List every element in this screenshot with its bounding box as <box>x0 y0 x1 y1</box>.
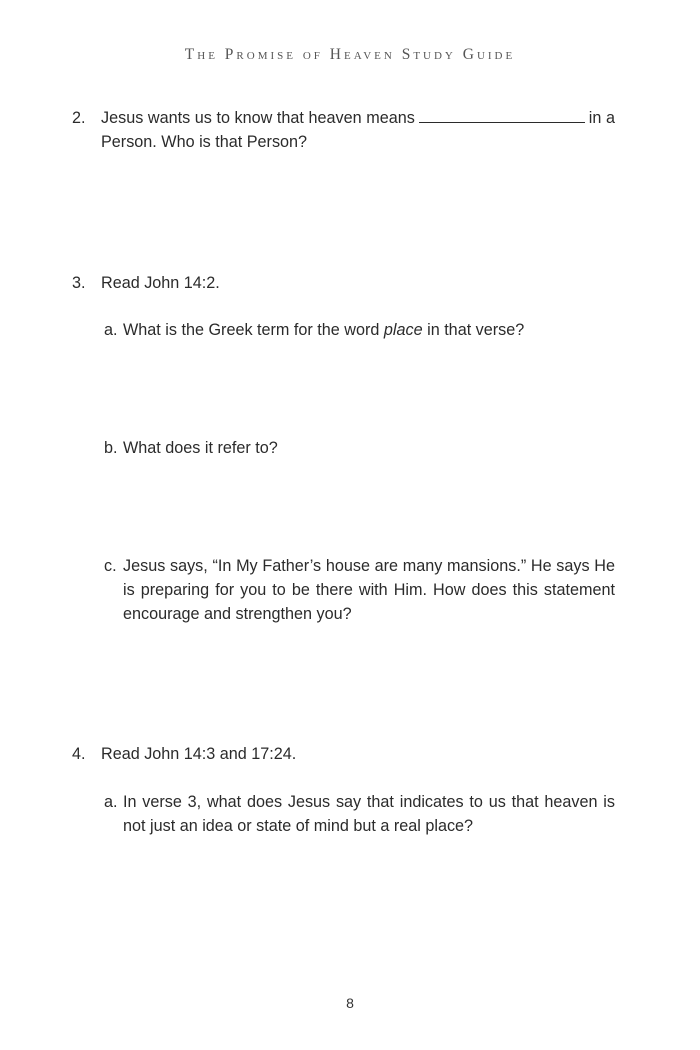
question-2-text <box>101 106 615 154</box>
question-3a-text-before: What is the Greek term for the word <box>123 321 384 339</box>
question-2-text-before-blank: Jesus wants us to know that heaven means <box>101 109 415 127</box>
question-3b-letter: b. <box>104 439 118 457</box>
question-3-text: Read John 14:2. <box>101 274 220 292</box>
question-3-number: 3. <box>72 274 86 292</box>
question-4-text: Read John 14:3 and 17:24. <box>101 745 297 763</box>
question-3c-letter: c. <box>104 557 117 575</box>
question-3a-italic-word: place <box>383 321 423 339</box>
question-3a-text-after: in that verse? <box>422 321 525 339</box>
page-number: 8 <box>346 995 354 1011</box>
question-4a-text: In verse 3, what does Jesus say that indicates to us that heaven is not just an idea or state of mind but a real place? <box>123 793 615 835</box>
question-3a-text <box>123 318 615 342</box>
question-3a-letter: a. <box>104 321 118 339</box>
running-head-title: The Promise of Heaven Study Guide <box>184 46 516 63</box>
question-3b-text: What does it refer to? <box>123 439 278 457</box>
question-4-number: 4. <box>72 745 86 763</box>
question-4a-letter: a. <box>104 793 118 811</box>
question-2-number: 2. <box>72 109 86 127</box>
fill-in-blank-line <box>419 106 585 123</box>
question-3c-text: Jesus says, “In My Father’s house are many mansions.” He says He is preparing for you to be there with Him. How does this statement encourage and strengthen you? <box>123 557 615 623</box>
question-2-text-after-blank: in a Person. Who is that Person? <box>101 109 615 151</box>
